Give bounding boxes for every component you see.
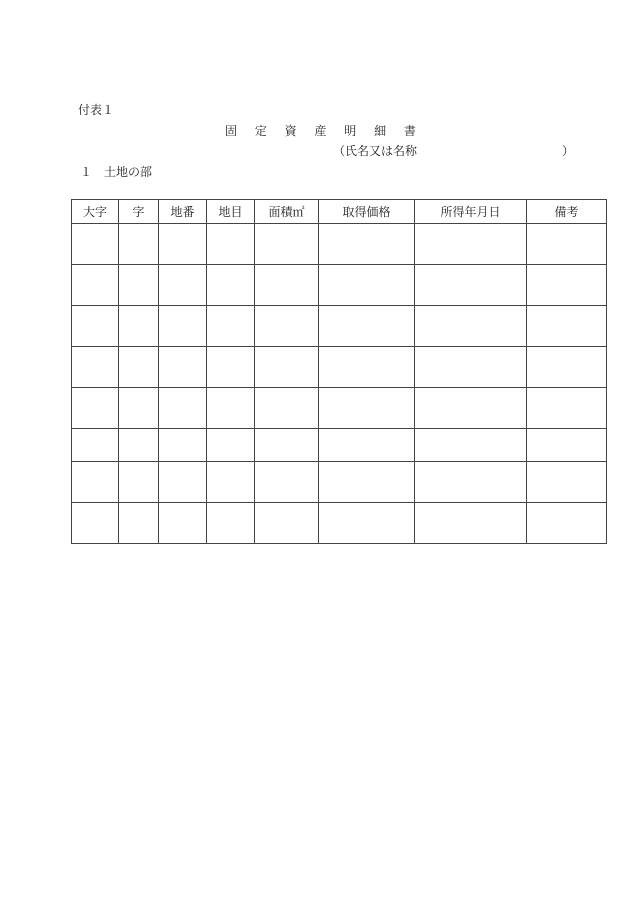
table-row [72, 429, 607, 462]
table-row [72, 347, 607, 388]
table-cell [255, 306, 319, 347]
section-title: １ 土地の部 [80, 165, 153, 179]
table-row [72, 462, 607, 503]
table-cell [72, 224, 119, 265]
table-cell [527, 265, 607, 306]
header-land-category: 地目 [207, 200, 255, 224]
table-cell [255, 224, 319, 265]
table-cell [415, 388, 527, 429]
table-header-row [72, 200, 607, 224]
table-cell [255, 429, 319, 462]
table-cell [415, 224, 527, 265]
table-row [72, 306, 607, 347]
table-cell [119, 429, 159, 462]
table-cell [319, 347, 415, 388]
table-cell [527, 462, 607, 503]
table-cell [207, 503, 255, 544]
table-cell [72, 429, 119, 462]
table-cell [72, 388, 119, 429]
table-cell [527, 347, 607, 388]
table-cell [415, 429, 527, 462]
table-cell [72, 265, 119, 306]
table-cell [527, 388, 607, 429]
header-acquisition-price: 取得価格 [319, 200, 415, 224]
table-cell [319, 429, 415, 462]
table-row [72, 224, 607, 265]
table-cell [207, 306, 255, 347]
table-cell [319, 224, 415, 265]
table-cell [159, 388, 207, 429]
table-cell [319, 503, 415, 544]
table-cell [159, 429, 207, 462]
table-cell [255, 347, 319, 388]
table-cell [319, 306, 415, 347]
table-cell [207, 265, 255, 306]
table-row [72, 503, 607, 544]
table-cell [255, 388, 319, 429]
table-row [72, 265, 607, 306]
table-cell [415, 462, 527, 503]
table-cell [119, 347, 159, 388]
table-cell [119, 388, 159, 429]
appendix-label: 付表１ [78, 103, 115, 117]
owner-name-label: （氏名又は名称 [333, 144, 418, 158]
table-cell [527, 503, 607, 544]
header-aza: 字 [119, 200, 159, 224]
table-cell [255, 265, 319, 306]
table-cell [207, 429, 255, 462]
table-cell [415, 306, 527, 347]
table-cell [119, 306, 159, 347]
table-cell [119, 503, 159, 544]
table-cell [415, 347, 527, 388]
table-cell [207, 347, 255, 388]
table-cell [207, 388, 255, 429]
table-cell [159, 224, 207, 265]
header-oaza: 大字 [72, 200, 119, 224]
table-cell [527, 224, 607, 265]
table-cell [119, 224, 159, 265]
table-cell [319, 462, 415, 503]
table-cell [159, 265, 207, 306]
table-cell [72, 503, 119, 544]
table-cell [72, 306, 119, 347]
land-ledger-table [71, 199, 607, 544]
table-cell [72, 462, 119, 503]
header-remarks: 備考 [527, 200, 607, 224]
table-cell [527, 306, 607, 347]
table-cell [415, 265, 527, 306]
table-cell [159, 347, 207, 388]
document-title: 固 定 資 産 明 細 書 [225, 124, 423, 138]
table-cell [72, 347, 119, 388]
table-cell [207, 224, 255, 265]
table-cell [527, 429, 607, 462]
table-body [72, 224, 607, 544]
table-cell [255, 462, 319, 503]
table-cell [119, 462, 159, 503]
header-area: 面積㎡ [255, 200, 319, 224]
table-row [72, 388, 607, 429]
table-cell [319, 265, 415, 306]
table-cell [159, 503, 207, 544]
table-cell [159, 462, 207, 503]
header-lot-number: 地番 [159, 200, 207, 224]
table-cell [159, 306, 207, 347]
owner-name-close: ） [562, 144, 575, 158]
table-cell [255, 503, 319, 544]
header-acquisition-date: 所得年月日 [415, 200, 527, 224]
table-cell [207, 462, 255, 503]
table-cell [415, 503, 527, 544]
table-cell [119, 265, 159, 306]
table-cell [319, 388, 415, 429]
